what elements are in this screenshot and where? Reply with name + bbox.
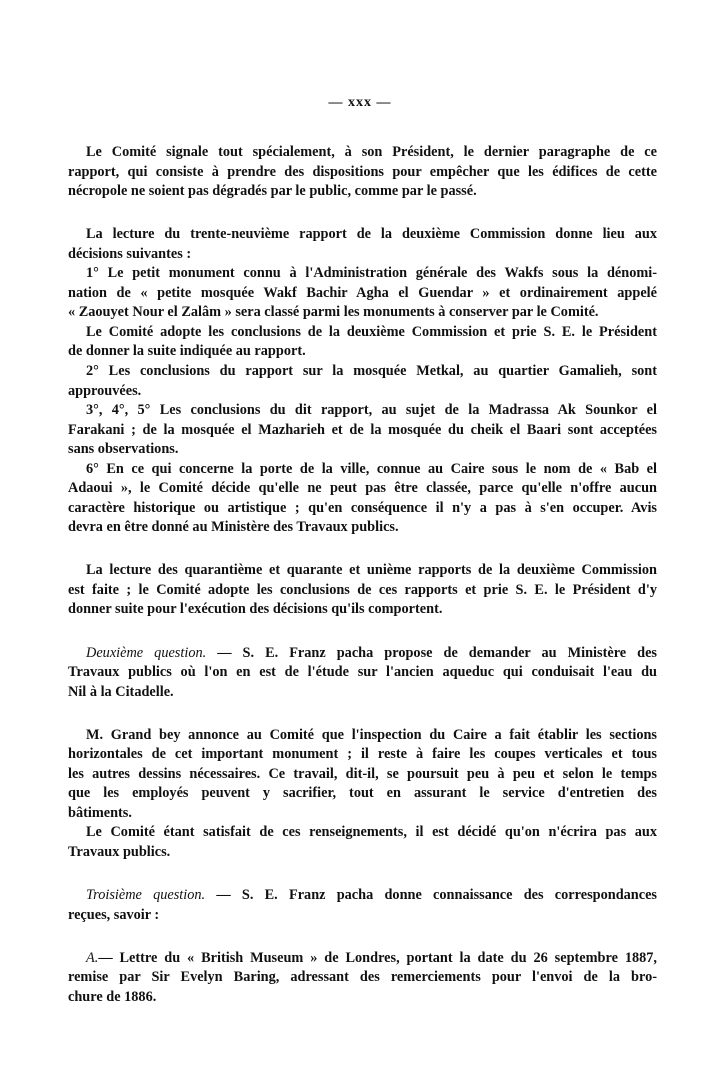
text-line (68, 323, 657, 343)
text-line (68, 804, 657, 824)
line-text: — S. E. Franz pacha donne connaissance des correspondances (205, 887, 657, 903)
line-text: 6° En ce qui concerne la porte de la ville, connue au Caire sous le nom de « Bab el (86, 460, 657, 477)
line-text: les autres dessins nécessaires. Ce travail, dit-il, se poursuit peu à peu et selon le temps (68, 765, 657, 782)
paragraph (68, 225, 657, 538)
text-line (68, 342, 657, 362)
text-line (68, 726, 657, 746)
text-line (68, 182, 657, 202)
line-text: Farakani ; de la mosquée el Mazharieh et de la mosquée du cheik el Baari sont acceptées (68, 421, 657, 438)
text-line (68, 784, 657, 804)
line-text: M. Grand bey annonce au Comité que l'inspection du Caire a fait établir les sections (86, 726, 657, 743)
text-line (68, 644, 657, 664)
line-text: sans observations. (68, 441, 179, 458)
text-line (68, 843, 657, 863)
line-text: donner suite pour l'exécution des décisions qu'ils comportent. (68, 601, 443, 618)
line-text: Le Comité étant satisfait de ces renseignements, il est décidé qu'on n'écrira pas aux (86, 824, 657, 841)
line-text: 1° Le petit monument connu à l'Administration générale des Wakfs sous la dénomi- (86, 265, 657, 282)
line-text: approuvées. (68, 382, 142, 399)
line-text: caractère historique ou artistique ; qu'en conséquence il n'y a pas à s'en occuper. Avis (68, 499, 657, 516)
line-text: Travaux publics où l'on en est de l'étude sur l'ancien aqueduc qui conduisait l'eau du (68, 664, 657, 681)
line-text: bâtiments. (68, 804, 132, 821)
line-text: est faite ; le Comité adopte les conclusions de ces rapports et prie S. E. le Président d'y (68, 581, 657, 598)
italic-heading: A. (86, 949, 99, 966)
text-line (68, 303, 657, 323)
text-line (68, 581, 657, 601)
line-text: nécropole ne soient pas dégradés par le public, comme par le passé. (68, 183, 477, 200)
italic-heading: Troisième question. (86, 887, 206, 903)
line-text: 2° Les conclusions du rapport sur la mosquée Metkal, au quartier Gamalieh, sont (86, 362, 657, 379)
line-text: rapport, qui consiste à prendre des dispositions pour empêcher que les édifices de cette (68, 163, 657, 180)
paragraph (68, 644, 657, 703)
text-line (68, 745, 657, 765)
line-text: que les employés peuvent y sacrifier, tout en assurant le service d'entretien des (68, 785, 657, 802)
text-line (68, 479, 657, 499)
text-line (68, 823, 657, 843)
text-line (68, 225, 657, 245)
text-line (68, 600, 657, 620)
line-text: Travaux publics. (68, 843, 171, 860)
text-line (68, 440, 657, 460)
text-line (68, 245, 657, 265)
text-line (68, 988, 657, 1008)
line-text: La lecture du trente-neuvième rapport de la deuxième Commission donne lieu aux (86, 226, 657, 243)
line-text: 3°, 4°, 5° Les conclusions du dit rapport, au sujet de la Madrassa Ak Sounkor el (86, 402, 657, 419)
line-text: chure de 1886. (68, 988, 157, 1005)
paragraph (68, 143, 657, 202)
text-line (68, 401, 657, 421)
text-line (68, 949, 657, 969)
italic-heading: Deuxième question. (86, 644, 207, 661)
line-text: remise par Sir Evelyn Baring, adressant des remerciements pour l'envoi de la bro- (68, 969, 657, 986)
text-line (68, 460, 657, 480)
line-text: — Lettre du « British Museum » de Londres, portant la date du 26 septembre 1887, (98, 949, 657, 966)
text-line (68, 362, 657, 382)
text-line (68, 518, 657, 538)
line-text: Le Comité adopte les conclusions de la deuxième Commission et prie S. E. le Président (86, 323, 657, 340)
text-line (68, 382, 657, 402)
line-text: Le Comité signale tout spécialement, à son Président, le dernier paragraphe de ce (86, 144, 657, 160)
line-text: « Zaouyet Nour el Zalâm » sera classé parmi les monuments à conserver par le Comité. (68, 304, 599, 321)
line-text: horizontales de cet important monument ; il reste à faire les coupes verticales et tous (68, 746, 657, 763)
text-line (68, 284, 657, 304)
line-text: devra en être donné au Ministère des Travaux publics. (68, 519, 399, 536)
line-text: Adaoui », le Comité décide qu'elle ne peut pas être classée, parce qu'elle n'offre aucun (68, 480, 657, 497)
text-line (68, 906, 657, 926)
line-text: — S. E. Franz pacha propose de demander au Ministère des (206, 644, 657, 661)
text-line (68, 264, 657, 284)
line-text: Nil à la Citadelle. (68, 683, 174, 700)
text-line (68, 765, 657, 785)
paragraph (68, 949, 657, 1008)
text-line (68, 421, 657, 441)
line-text: de donner la suite indiquée au rapport. (68, 343, 306, 360)
body-text (68, 143, 657, 1031)
text-line (68, 143, 657, 163)
line-text: décisions suivantes : (68, 245, 192, 262)
page-number: — xxx — (328, 95, 392, 110)
text-line (68, 163, 657, 183)
text-line (68, 663, 657, 683)
line-text: reçues, savoir : (68, 906, 160, 923)
text-line (68, 683, 657, 703)
text-line (68, 968, 657, 988)
text-line (68, 886, 657, 906)
paragraph (68, 726, 657, 863)
line-text: La lecture des quarantième et quarante et unième rapports de la deuxième Commission (86, 562, 657, 579)
line-text: nation de « petite mosquée Wakf Bachir Agha el Guendar » et ordinairement appelé (68, 284, 657, 301)
paragraph (68, 561, 657, 620)
text-line (68, 561, 657, 581)
text-line (68, 499, 657, 519)
paragraph (68, 886, 657, 925)
